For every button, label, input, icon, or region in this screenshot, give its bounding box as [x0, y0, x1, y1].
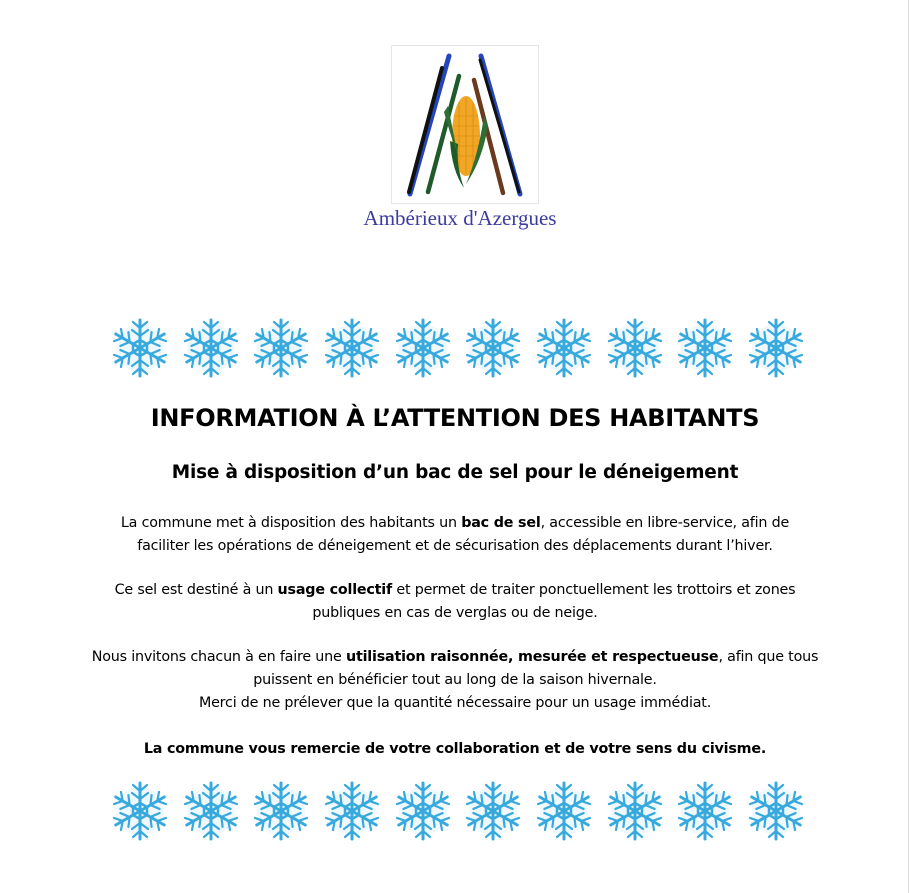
closing-thanks: La commune vous remercie de votre collaboration et de votre sens du civisme.	[143, 741, 767, 757]
snowflake-icon	[744, 316, 808, 380]
paragraph-text: faciliter les opérations de déneigement et de sécurisation des déplacements durant l’hiver.	[137, 538, 773, 554]
emphasis-text: utilisation raisonnée, mesurée et respectueuse	[345, 649, 719, 665]
snowflake-icon	[320, 316, 384, 380]
paragraph-text: publiques en cas de verglas ou de neige.	[312, 605, 598, 621]
paragraph-text: Merci de ne prélever que la quantité nécessaire pour un usage immédiat.	[198, 695, 712, 711]
snowflake-icon	[461, 316, 525, 380]
snowflake-icon	[249, 779, 313, 843]
snowflake-icon	[108, 316, 172, 380]
snowflake-icon	[179, 316, 243, 380]
snowflake-icon	[532, 316, 596, 380]
page-title: INFORMATION À L’ATTENTION DES HABITANTS	[150, 404, 760, 432]
paragraph-responsible-use	[80, 646, 830, 715]
snowflake-icon	[532, 779, 596, 843]
town-logo-corn-letter-a-icon	[392, 46, 538, 203]
paragraph-text: , accessible en libre-service, afin de	[540, 515, 790, 531]
snowflake-icon	[603, 316, 667, 380]
paragraph-collective-use	[80, 579, 830, 625]
town-name: Ambérieux d'Azergues	[363, 206, 557, 230]
snowflake-row-bottom	[108, 779, 808, 843]
snowflake-icon	[603, 779, 667, 843]
paragraph-text: et permet de traiter ponctuellement les trottoirs et zones	[392, 582, 796, 598]
emphasis-text: bac de sel	[461, 515, 541, 531]
snowflake-icon	[391, 779, 455, 843]
emphasis-text: usage collectif	[277, 582, 393, 598]
snowflake-icon	[249, 316, 313, 380]
page-subtitle: Mise à disposition d’un bac de sel pour le déneigement	[171, 462, 739, 483]
snowflake-icon	[108, 779, 172, 843]
town-logo	[391, 45, 539, 204]
paragraph-text: puissent en bénéficier tout au long de la saison hivernale.	[253, 672, 657, 688]
snowflake-icon	[320, 779, 384, 843]
snowflake-icon	[673, 779, 737, 843]
snowflake-icon	[673, 316, 737, 380]
snowflake-icon	[744, 779, 808, 843]
page-edge-divider	[908, 0, 909, 893]
paragraph-text: La commune met à disposition des habitants un	[120, 515, 462, 531]
paragraph-text: Ce sel est destiné à un	[114, 582, 278, 598]
snowflake-icon	[461, 779, 525, 843]
paragraph-text: Nous invitons chacun à en faire une	[91, 649, 346, 665]
paragraph-salt-bin	[80, 512, 830, 558]
snowflake-row-top	[108, 316, 808, 380]
paragraph-text: , afin que tous	[718, 649, 819, 665]
snowflake-icon	[179, 779, 243, 843]
snowflake-icon	[391, 316, 455, 380]
